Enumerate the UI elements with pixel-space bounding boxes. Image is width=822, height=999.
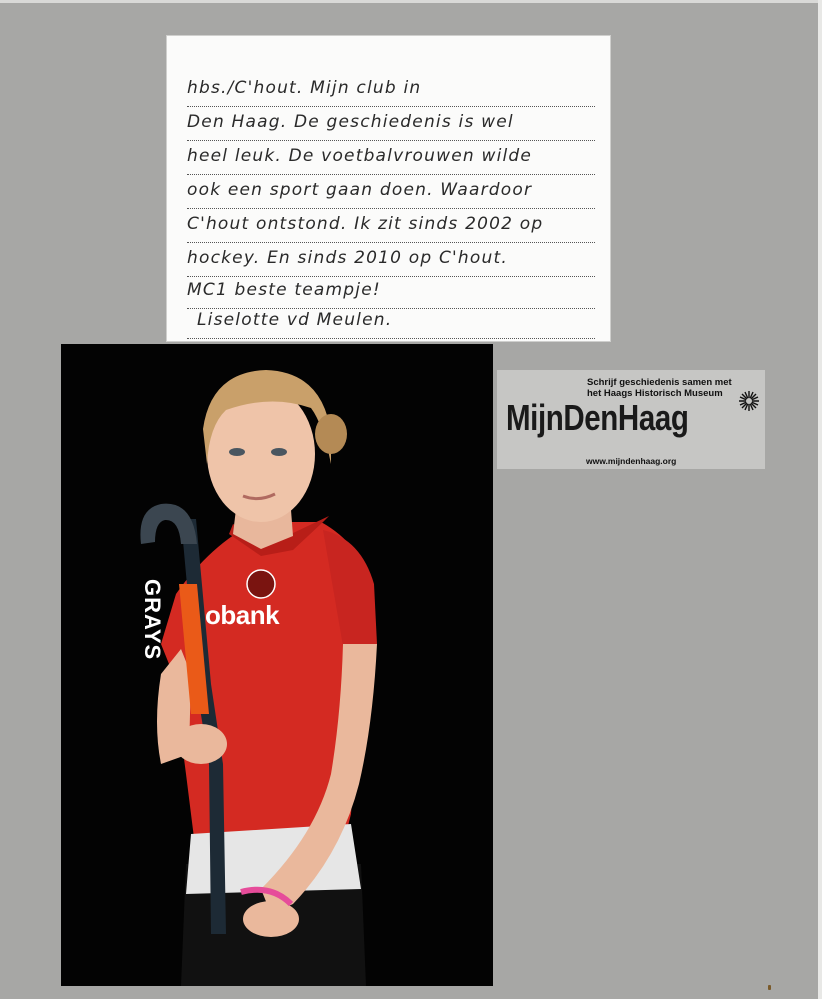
stick-brand-text: GRAYS [140,579,165,661]
page-edge-right [818,0,822,999]
sticker-tagline-line-1: Schrijf geschiedenis samen met [587,377,732,388]
player-illustration [61,344,493,986]
right-hand [243,901,299,937]
note-line-5: C'hout ontstond. Ik zit sinds 2002 op [187,210,595,243]
note-line-3: heel leuk. De voetbalvrouwen wilde [187,142,595,175]
sticker-url: www.mijndenhaag.org [586,456,677,466]
note-line-2: Den Haag. De geschiedenis is wel [187,108,595,141]
right-eye [271,448,287,456]
mijndenhaag-logo: MijnDenHaag [506,397,689,438]
paper-speck [768,985,771,990]
note-line-4: ook een sport gaan doen. Waardoor [187,176,595,209]
sun-burst-icon [738,390,760,412]
note-line-8: Liselotte vd Meulen. [187,306,595,339]
hair-bun [315,414,347,454]
shirt-sponsor-text: obank [205,600,280,630]
sticker-tagline [587,377,757,399]
left-eye [229,448,245,456]
left-hand [175,724,227,764]
note-line-1: hbs./C'hout. Mijn club in [187,74,595,107]
handwritten-note-card [167,36,610,341]
club-crest [247,570,275,598]
hockey-stick-hook [140,504,197,544]
note-line-6: hockey. En sinds 2010 op C'hout. [187,244,595,277]
mijndenhaag-sticker [497,370,765,469]
page-edge-top [0,0,822,3]
player-photo [61,344,493,986]
sticker-tagline-line-2: het Haags Historisch Museum [587,388,723,399]
note-line-7: MC1 beste teampje! [187,276,595,309]
